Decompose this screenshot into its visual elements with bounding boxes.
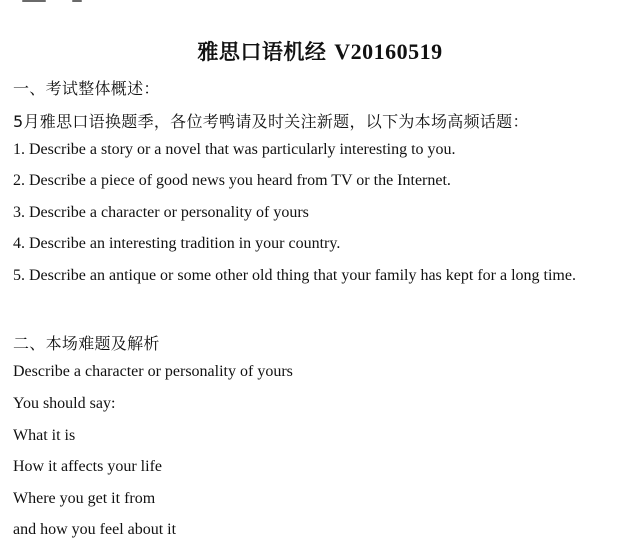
cue-card-line: You should say: <box>13 395 116 412</box>
cue-card-line: How it affects your life <box>13 458 162 475</box>
cue-card-line: Where you get it from <box>13 490 156 507</box>
title-version: V20160519 <box>334 39 443 64</box>
topic-1: 1. Describe a story or a novel that was particularly interesting to you. <box>13 141 456 158</box>
title-chinese: 雅思口语机经 <box>197 40 327 64</box>
cue-card-line: and how you feel about it <box>13 521 177 538</box>
document-title <box>0 36 640 66</box>
topic-3: 3. Describe a character or personality of yours <box>13 204 309 221</box>
intro-line: 5月雅思口语换题季，各位考鸭请及时关注新题，以下为本场高频话题： <box>13 112 529 131</box>
topic-5: 5. Describe an antique or some other old thing that your family has kept for a long time. <box>13 267 576 284</box>
cropped-previous-line <box>20 0 100 3</box>
topic-4: 4. Describe an interesting tradition in your country. <box>13 235 341 252</box>
topic-2: 2. Describe a piece of good news you heard from TV or the Internet. <box>13 172 451 189</box>
cue-card-line: What it is <box>13 427 76 444</box>
section-2-heading: 二、本场难题及解析 <box>13 334 160 353</box>
section-1-heading: 一、考试整体概述： <box>13 79 160 98</box>
cue-card-line: Describe a character or personality of yours <box>13 363 293 380</box>
